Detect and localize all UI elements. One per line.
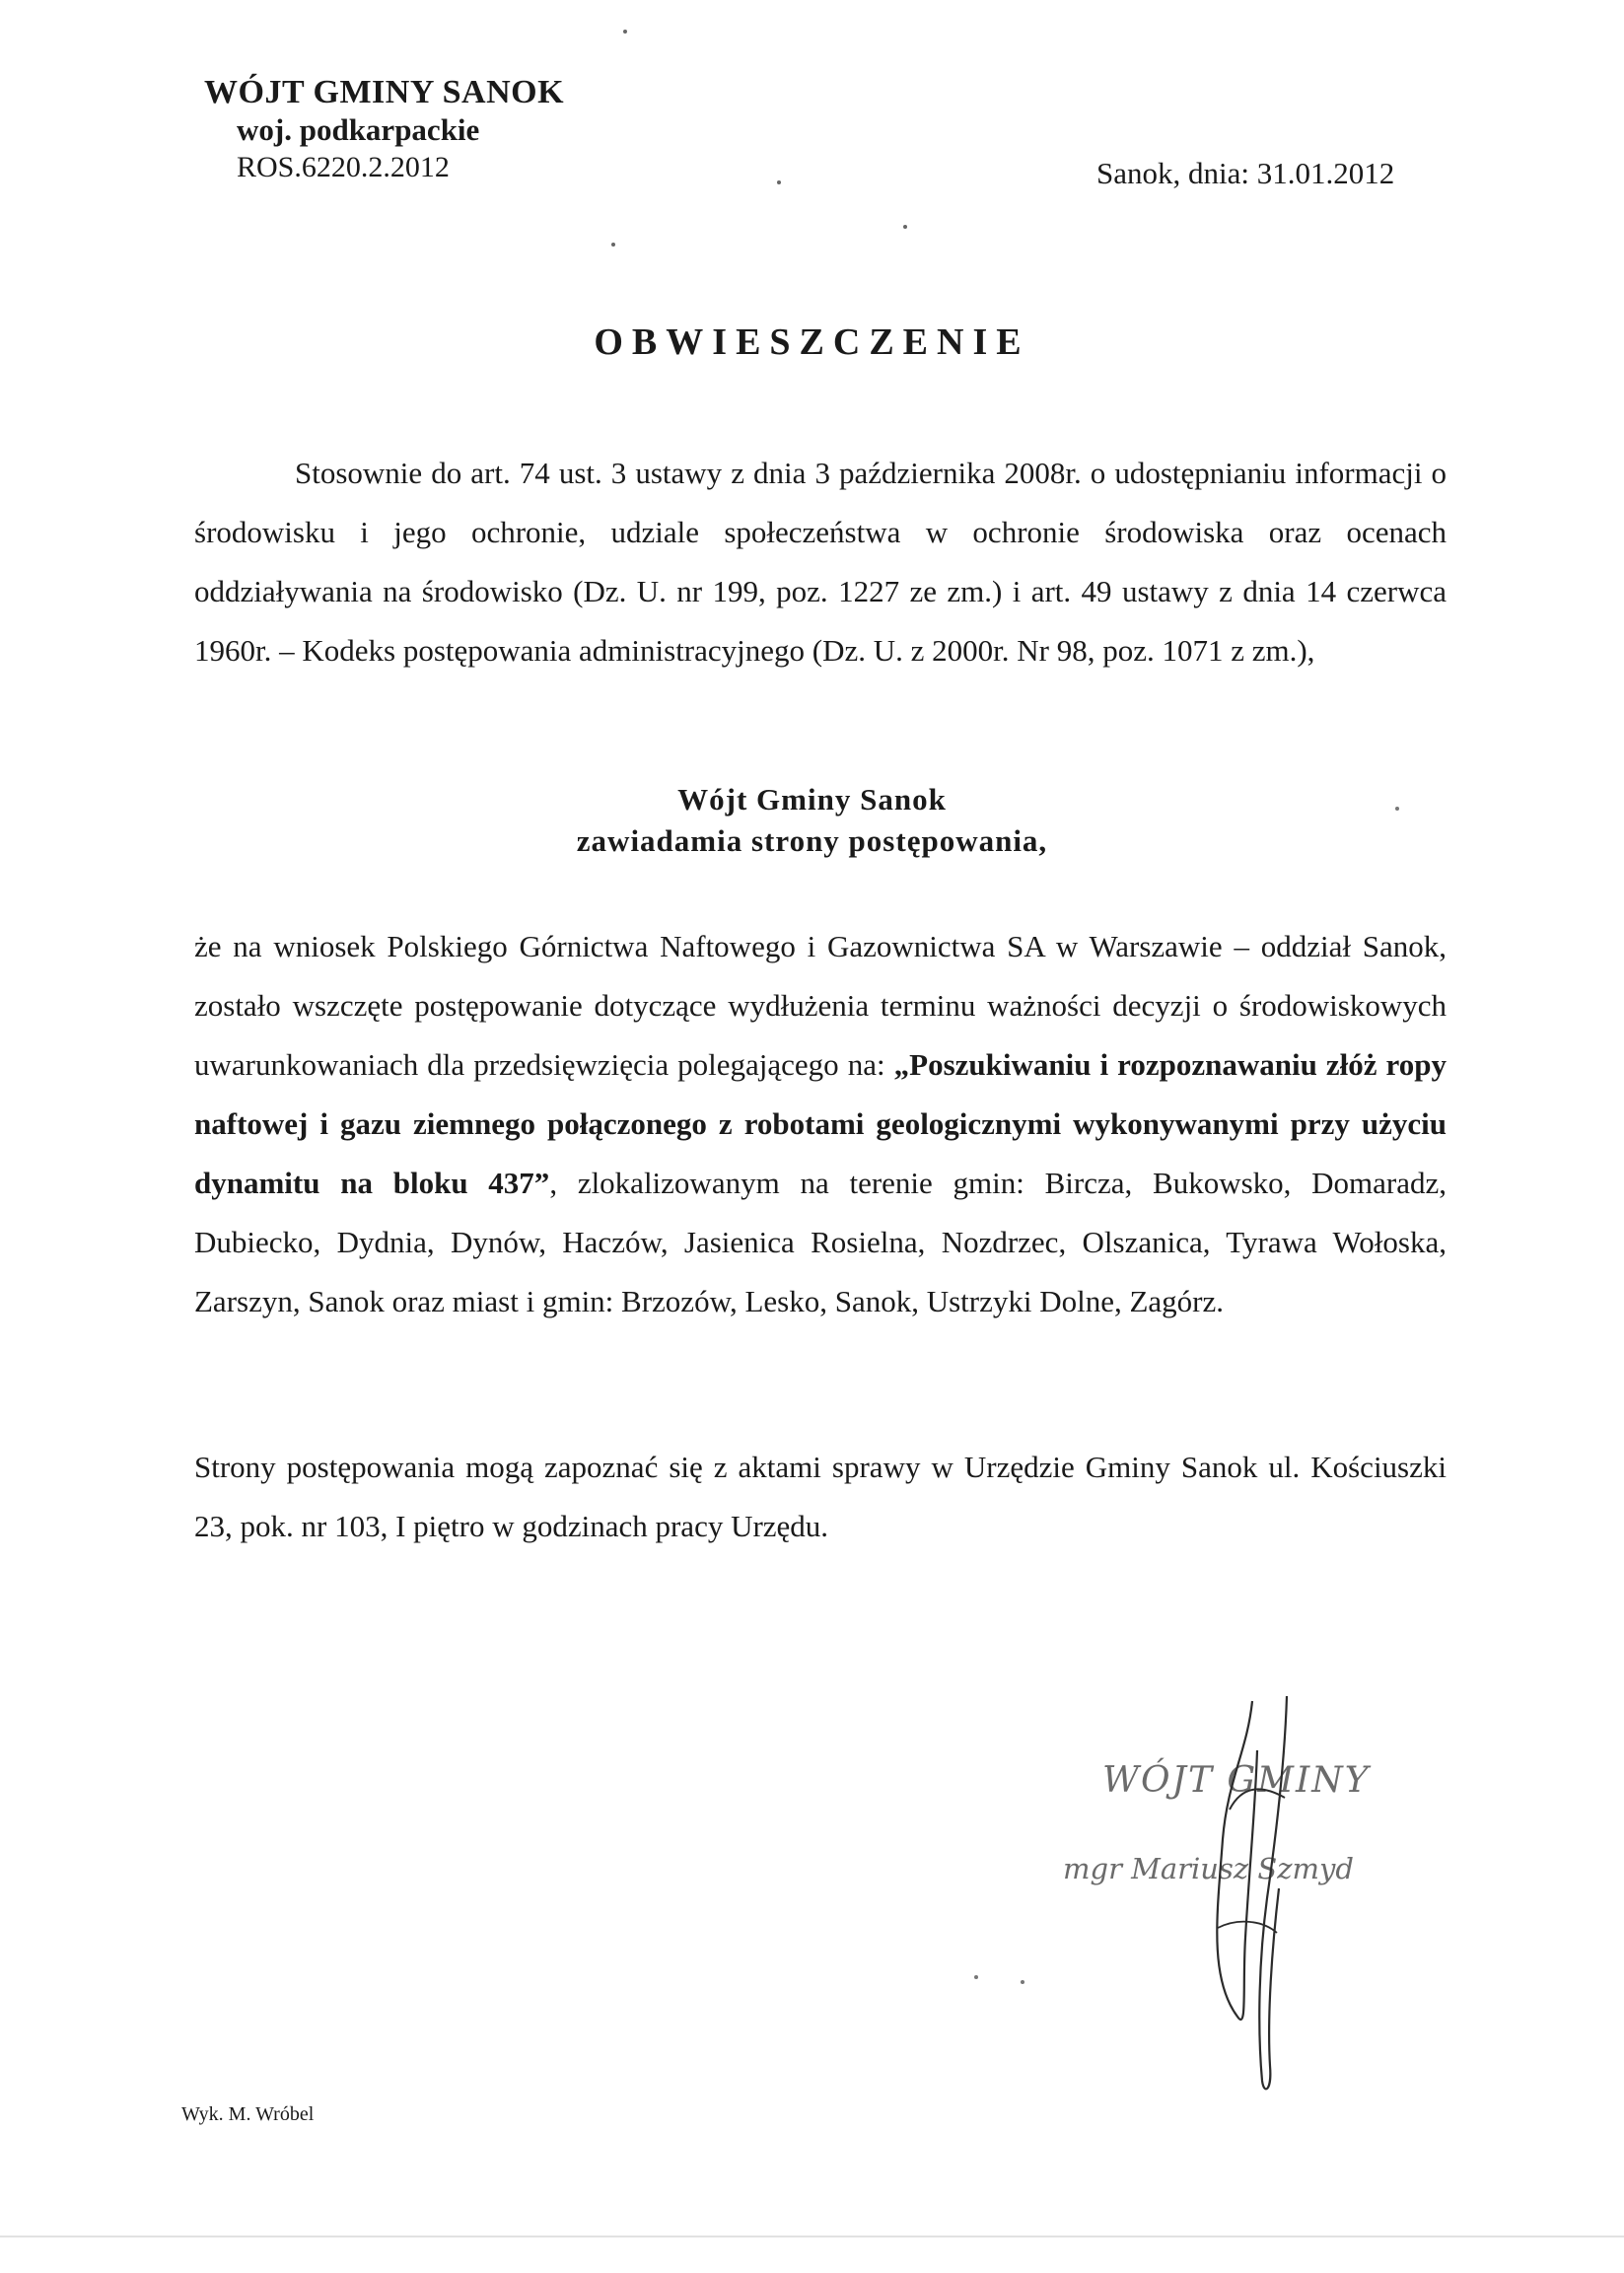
project-name: „Poszukiwaniu i rozpoznawaniu złóż ropy naftowej i gazu ziemnego połączonego z robotami geologicznymi wykonywanymi przy użyciu dynamitu na bloku 437” — [194, 1047, 1447, 1200]
office-name: WÓJT GMINY SANOK — [204, 74, 565, 110]
province: woj. podkarpackie — [237, 112, 480, 147]
legal-basis-paragraph: Stosownie do art. 74 ust. 3 ustawy z dnia 3 października 2008r. o udostępnianiu informacji o środowisku i jego ochronie, udziale społeczeństwa w ochronie środowiska oraz ocenach oddziaływania na środowisko (Dz. U. nr 199, poz. 1227 ze zm.) i art. 49 ustawy z dnia 14 czerwca 1960r. – Kodeks postępowania administracyjnego (Dz. U. z 2000r. Nr 98, poz. 1071 z zm.), — [194, 456, 1447, 668]
prepared-by: Wyk. M. Wróbel — [181, 2103, 315, 2125]
document-title: OBWIESZCZENIE — [594, 321, 1030, 363]
stamp-name: mgr Mariusz Szmyd — [1063, 1852, 1354, 1885]
announcer-action: zawiadamia strony postępowania, — [576, 823, 1048, 858]
document-date: Sanok, dnia: 31.01.2012 — [1096, 156, 1395, 190]
announcer-name: Wójt Gminy Sanok — [677, 782, 947, 817]
notice-outro: , zlokalizowanym na terenie gmin: Bircza, Bukowsko, Domaradz, Dubiecko, Dydnia, Dynów, Haczów, Jasienica Rosielna, Nozdrzec, Olszanica, Tyrawa Wołoska, Zarszyn, Sanok oraz miast i gmin: Brzozów, Lesko, Sanok, Ustrzyki Dolne, Zagórz. — [194, 1166, 1447, 1318]
access-paragraph: Strony postępowania mogą zapoznać się z aktami sprawy w Urzędzie Gminy Sanok ul. Kościuszki 23, pok. nr 103, I piętro w godzinach pracy Urzędu. — [194, 1450, 1447, 1543]
stamp-title: WÓJT GMINY — [1102, 1760, 1371, 1801]
reference-number: ROS.6220.2.2012 — [237, 151, 450, 183]
notice-intro: że na wniosek Polskiego Górnictwa Naftowego i Gazownictwa SA w Warszawie – oddział Sanok, zostało wszczęte postępowanie dotyczące wydłużenia terminu ważności decyzji o środowiskowych uwarunkowaniach dla przedsięwzięcia polegającego na: — [194, 929, 1447, 1082]
